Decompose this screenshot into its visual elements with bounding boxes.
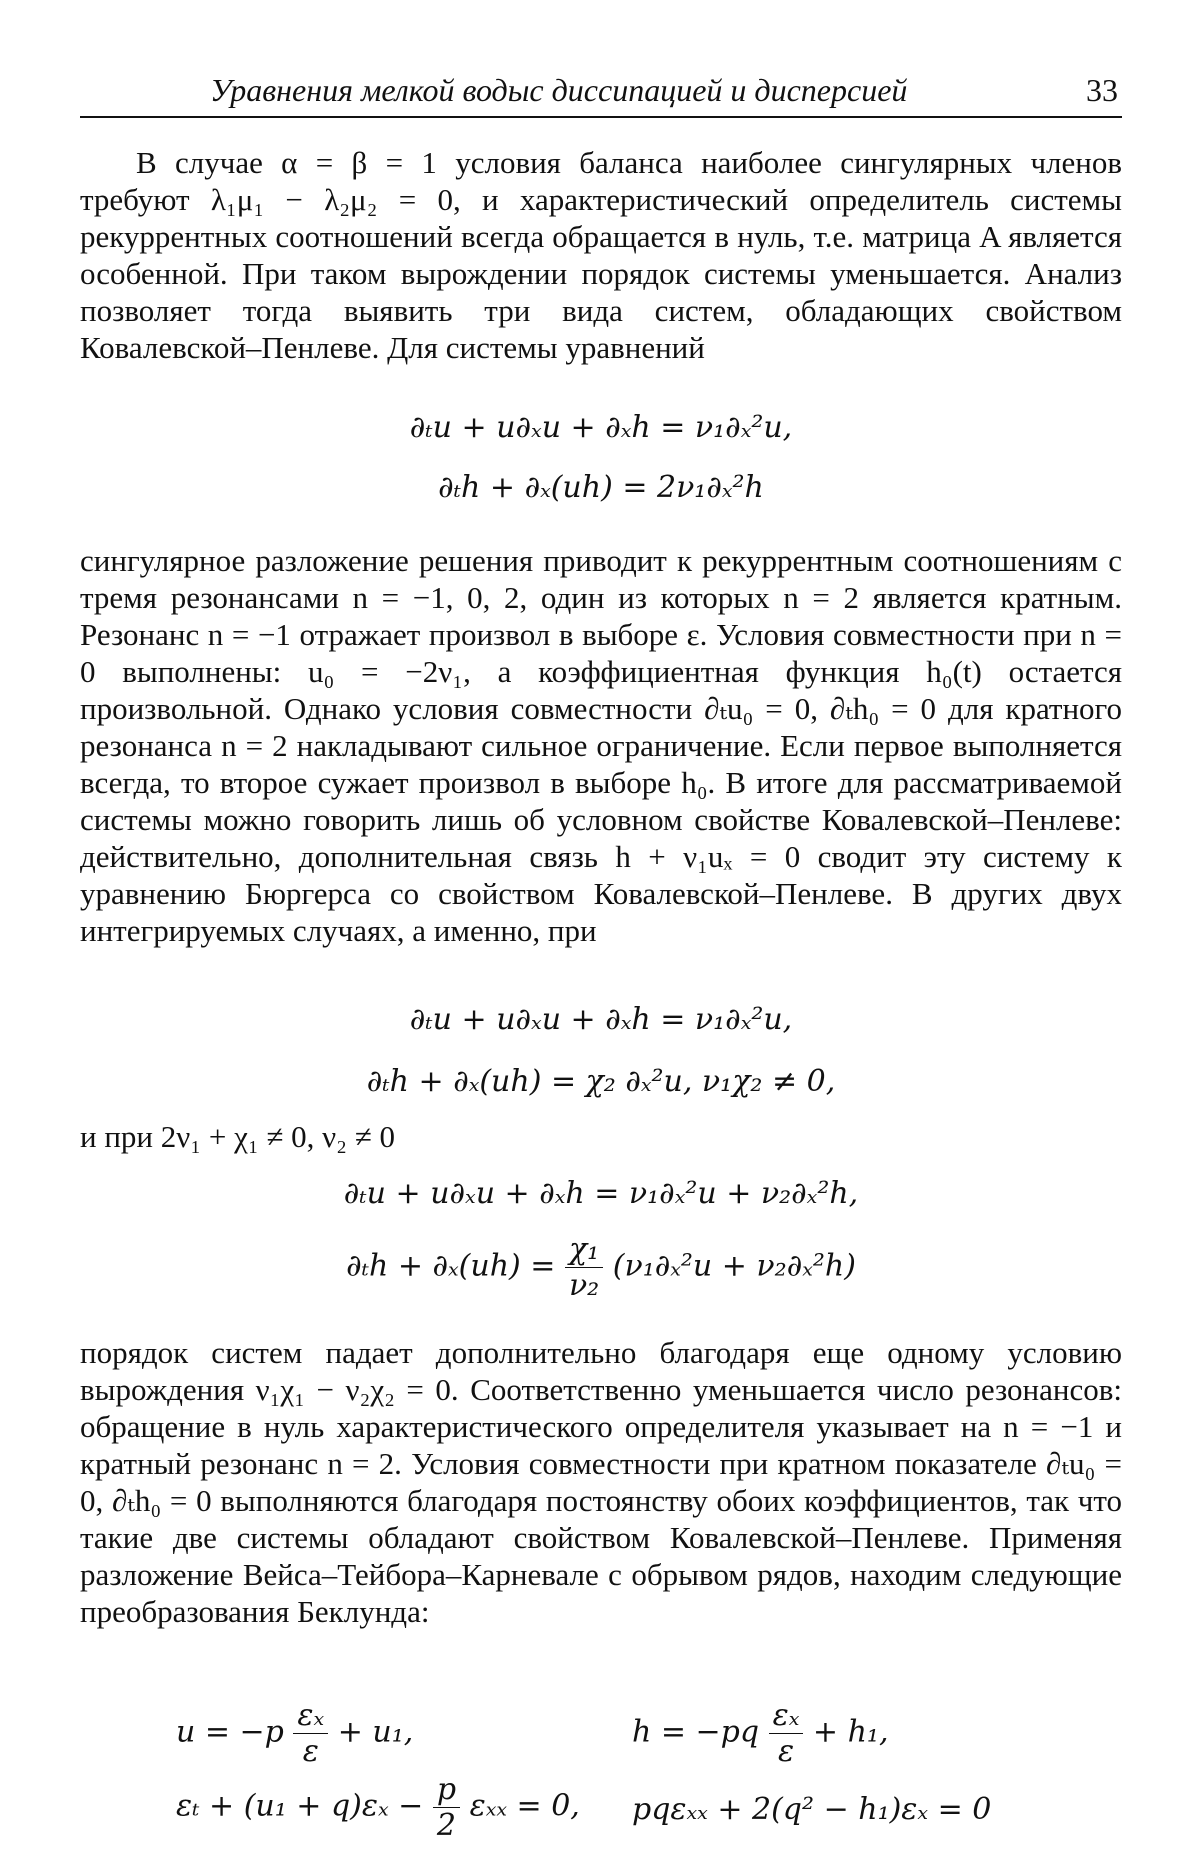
- backlund-h-left: h = −pq: [632, 1714, 760, 1750]
- running-header: [80, 72, 1122, 118]
- paragraph-2: сингулярное разложение решения приводит к рекуррентным соотношениям с тремя резонансами n = −1, 0, 2, один из которых n = 2 является кратным. Резонанс n = −1 отражает произвол в выборе ε. Условия совместности при n = 0 выполнены: u₀ = −2ν₁, а коэффициентная функция h₀(t) остается произвольной. Однако условия совместности ∂ₜu₀ = 0, ∂ₜh₀ = 0 для кратного резонанса n = 2 накладывают сильное ограничение. Если первое выполняется всегда, то второе сужает произвол в выборе h₀. В итоге для рассматриваемой системы можно говорить лишь об условном свойстве Ковалевской–Пенлеве: действительно, дополнительная связь h + ν₁uₓ = 0 сводит эту систему к уравнению Бюргерса со свойством Ковалевской–Пенлеве. В других двух интегрируемых случаях, а именно, при: [80, 543, 1122, 948]
- backlund-u-left: u = −p: [176, 1714, 284, 1750]
- backlund-u-numerator: εₓ: [293, 1698, 328, 1734]
- equation-1a: ∂ₜu + u∂ₓu + ∂ₓh = ν₁∂ₓ²u,: [409, 410, 793, 445]
- equation-2b: ∂ₜh + ∂ₓ(uh) = χ₂ ∂ₓ²u, ν₁χ₂ ≠ 0,: [366, 1064, 836, 1099]
- backlund-eps-t-numerator: p: [433, 1772, 460, 1808]
- backlund-h-denominator: ε: [777, 1734, 795, 1769]
- equation-3b-right: (ν₁∂ₓ²u + ν₂∂ₓ²h): [612, 1248, 856, 1284]
- backlund-eps-t-left: εₜ + (u₁ + q)εₓ −: [176, 1788, 424, 1824]
- paragraph-4: порядок систем падает дополнительно благодаря еще одному условию вырождения ν₁χ₁ − ν₂χ₂ = 0. Соответственно уменьшается число резонансов: обращение в нуль характеристического определителя указывает на n = −1 и кратный резонанс n = 2. Условия совместности при кратном показателе ∂ₜu₀ = 0, ∂ₜh₀ = 0 выполняются благодаря постоянству обоих коэффициентов, так что такие две системы обладают свойством Ковалевской–Пенлеве. Применяя разложение Вейса–Тейбора–Карневале с обрывом рядов, находим следующие преобразования Беклунда:: [80, 1335, 1122, 1629]
- page-number: 33: [1086, 72, 1118, 108]
- running-title: Уравнения мелкой водыс диссипацией и дисперсией: [210, 72, 908, 108]
- paragraph-1: В случае α = β = 1 условия баланса наиболее сингулярных членов требуют λ₁μ₁ − λ₂μ₂ = 0, и характеристический определитель системы рекуррентных соотношений всегда обращается в нуль, т.е. матрица A является особенной. При таком вырождении порядок системы уменьшается. Анализ позволяет тогда выявить три вида систем, обладающих свойством Ковалевской–Пенлеве. Для системы уравнений: [80, 145, 1122, 365]
- equation-2a: ∂ₜu + u∂ₓu + ∂ₓh = ν₁∂ₓ²u,: [409, 1002, 793, 1037]
- backlund-h-right: + h₁,: [812, 1714, 889, 1750]
- equation-1b: ∂ₜh + ∂ₓ(uh) = 2ν₁∂ₓ²h: [438, 470, 764, 505]
- backlund-u-denominator: ε: [302, 1734, 319, 1769]
- equation-3a: ∂ₜu + u∂ₓu + ∂ₓh = ν₁∂ₓ²u + ν₂∂ₓ²h,: [343, 1176, 859, 1211]
- backlund-eps-t-denominator: 2: [436, 1808, 456, 1843]
- equation-3b-left: ∂ₜh + ∂ₓ(uh) =: [346, 1248, 556, 1284]
- equation-3b-numerator: χ₁: [565, 1232, 603, 1268]
- equation-3b-fraction: [565, 1232, 603, 1303]
- equation-3b-denominator: ν₂: [568, 1268, 600, 1303]
- equation-3b: [80, 1232, 1122, 1303]
- backlund-h-fraction: [769, 1698, 804, 1769]
- backlund-h: [632, 1698, 888, 1769]
- backlund-eps-xx: pqεₓₓ + 2(q² − h₁)εₓ = 0: [632, 1792, 992, 1827]
- backlund-eps-t-right: εₓₓ = 0,: [469, 1788, 580, 1824]
- backlund-h-numerator: εₓ: [769, 1698, 804, 1734]
- paragraph-3: и при 2ν₁ + χ₁ ≠ 0, ν₂ ≠ 0: [80, 1119, 395, 1154]
- backlund-u-fraction: [293, 1698, 328, 1769]
- backlund-u: [176, 1698, 413, 1769]
- backlund-u-right: + u₁,: [337, 1714, 414, 1750]
- backlund-eps-t: [176, 1772, 580, 1843]
- backlund-eps-t-fraction: [433, 1772, 460, 1843]
